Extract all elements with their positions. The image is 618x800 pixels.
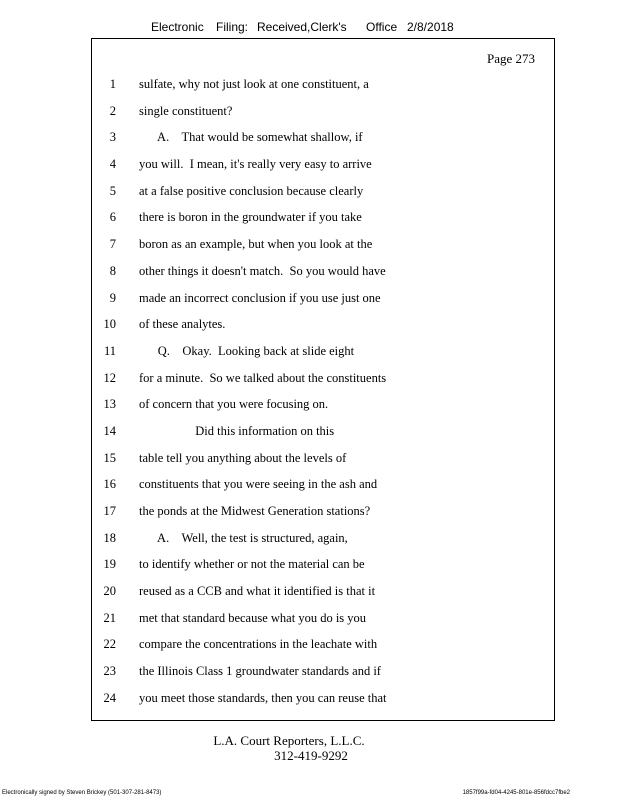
- line-text: compare the concentrations in the leachate with: [139, 637, 378, 652]
- line-number: 22: [103, 637, 116, 652]
- line-text: of these analytes.: [139, 317, 226, 332]
- transcript-lines: [92, 72, 554, 713]
- footer: [0, 733, 618, 763]
- line-text: you meet those standards, then you can reuse that: [139, 690, 387, 705]
- line-number: 3: [109, 130, 116, 145]
- transcript-line: [92, 205, 554, 232]
- line-text: A. That would be somewhat shallow, if: [139, 130, 363, 145]
- line-text: Q. Okay. Looking back at slide eight: [139, 343, 355, 358]
- electronic-signature: Electronically signed by Steven Brickey (501-307-281-8473): [2, 790, 162, 796]
- transcript-line: [92, 606, 554, 633]
- document-id: 1857f99a-fd04-4245-801e-856fdcc7fbe2: [462, 790, 570, 796]
- court-reporter-phone: 312-419-9292: [274, 748, 348, 763]
- line-text: other things it doesn't match. So you would have: [139, 263, 386, 278]
- transcript-line: [92, 659, 554, 686]
- line-text: at a false positive conclusion because clearly: [139, 183, 364, 198]
- line-text: there is boron in the groundwater if you take: [139, 210, 362, 225]
- transcript-line: [92, 72, 554, 99]
- line-number: 15: [103, 450, 116, 465]
- line-number: 9: [109, 290, 116, 305]
- line-number: 5: [109, 183, 116, 198]
- line-number: 21: [103, 610, 116, 625]
- line-number: 4: [109, 157, 116, 172]
- transcript-line: [92, 179, 554, 206]
- filing-header-office: Office: [366, 20, 398, 34]
- line-text: constituents that you were seeing in the ash and: [139, 477, 378, 492]
- filing-header-electronic: Electronic: [151, 20, 204, 34]
- line-text: met that standard because what you do is you: [139, 610, 367, 625]
- line-number: 19: [103, 557, 116, 572]
- line-text: of concern that you were focusing on.: [139, 397, 329, 412]
- transcript-line: [92, 632, 554, 659]
- filing-header-received: Received,Clerk's: [257, 20, 347, 34]
- line-text: reused as a CCB and what it identified is that it: [139, 584, 376, 599]
- line-number: 6: [109, 210, 116, 225]
- transcript-line: [92, 312, 554, 339]
- line-text: the Illinois Class 1 groundwater standards and if: [139, 664, 381, 679]
- transcript-line: [92, 366, 554, 393]
- line-number: 14: [103, 423, 116, 438]
- line-number: 10: [103, 317, 116, 332]
- court-reporter-name: L.A. Court Reporters, L.L.C.: [213, 733, 365, 748]
- transcript-line: [92, 152, 554, 179]
- line-text: for a minute. So we talked about the constituents: [139, 370, 387, 385]
- transcript-page: [91, 38, 555, 721]
- line-text: A. Well, the test is structured, again,: [139, 530, 348, 545]
- transcript-line: [92, 339, 554, 366]
- transcript-line: [92, 259, 554, 286]
- transcript-line: [92, 579, 554, 606]
- page-number: Page 273: [486, 51, 535, 66]
- line-number: 24: [103, 690, 116, 705]
- transcript-line: [92, 392, 554, 419]
- line-text: you will. I mean, it's really very easy to arrive: [139, 157, 372, 172]
- line-text: the ponds at the Midwest Generation stations?: [139, 504, 371, 518]
- line-number: 16: [103, 477, 116, 492]
- transcript-line: [92, 499, 554, 526]
- transcript-line: [92, 472, 554, 499]
- filing-header-filing: Filing:: [216, 20, 249, 34]
- line-text: to identify whether or not the material can be: [139, 557, 365, 572]
- line-number: 13: [103, 397, 116, 412]
- line-text: sulfate, why not just look at one constituent, a: [139, 77, 369, 91]
- transcript-line: [92, 446, 554, 473]
- line-number: 7: [109, 237, 116, 252]
- transcript-line: [92, 125, 554, 152]
- line-number: 17: [103, 504, 116, 518]
- transcript-line: [92, 686, 554, 713]
- transcript-line: [92, 526, 554, 553]
- transcript-line: [92, 232, 554, 259]
- line-text: boron as an example, but when you look at the: [139, 237, 373, 252]
- line-number: 11: [103, 343, 116, 358]
- line-text: Did this information on this: [139, 423, 335, 438]
- line-number: 18: [103, 530, 116, 545]
- line-number: 20: [103, 584, 116, 599]
- line-number: 2: [109, 103, 116, 118]
- line-text: made an incorrect conclusion if you use just one: [139, 290, 381, 305]
- line-number: 8: [109, 263, 116, 278]
- transcript-line: [92, 552, 554, 579]
- filing-header-date: 2/8/2018: [407, 20, 454, 34]
- transcript-line: [92, 99, 554, 126]
- line-number: 1: [109, 77, 116, 91]
- line-number: 12: [103, 370, 116, 385]
- line-number: 23: [103, 664, 116, 679]
- transcript-line: [92, 419, 554, 446]
- transcript-line: [92, 286, 554, 313]
- line-text: single constituent?: [139, 103, 233, 118]
- line-text: table tell you anything about the levels of: [139, 450, 347, 465]
